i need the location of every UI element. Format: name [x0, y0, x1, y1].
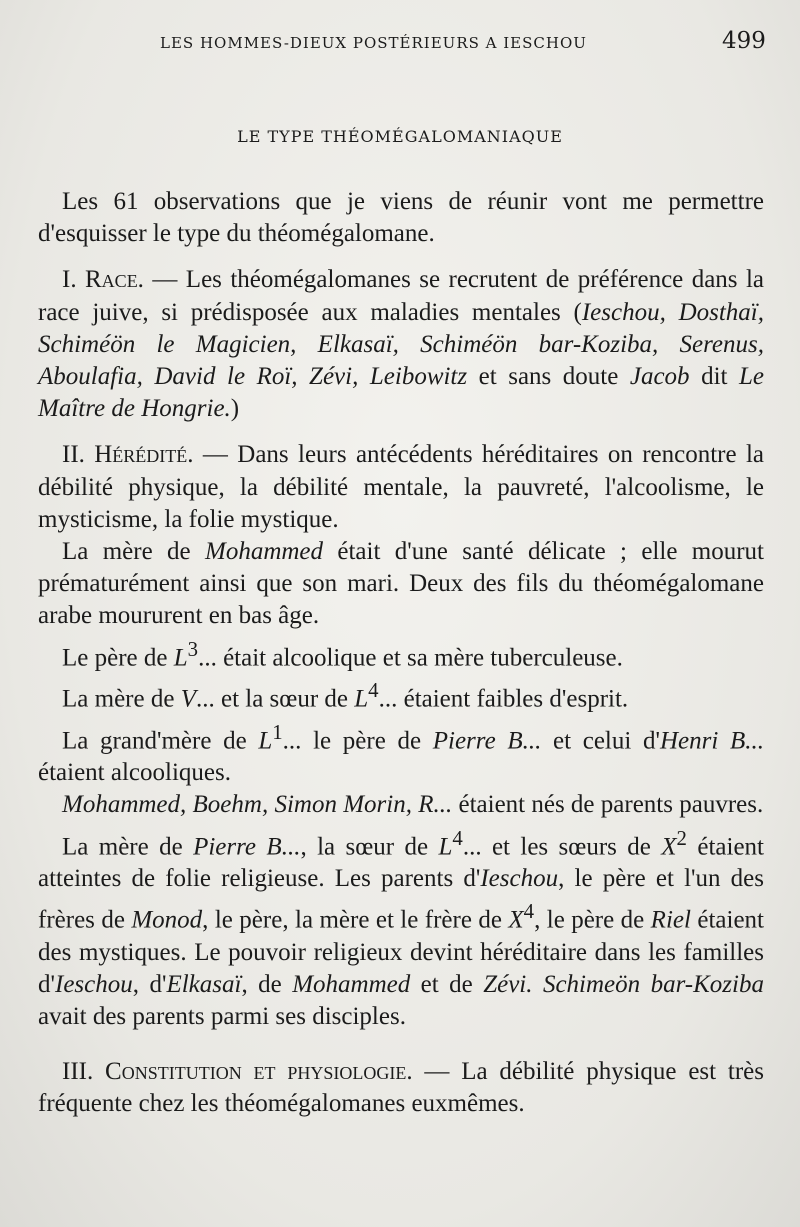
rel-l: L [438, 832, 453, 860]
rel-a: La mère de [62, 832, 194, 860]
gm-l: L [258, 727, 273, 755]
l3-paragraph [38, 633, 764, 675]
race-paragraph [38, 264, 764, 425]
v-text-b: ... et la sœur de [195, 685, 355, 713]
rel-g: , le père de [534, 906, 651, 934]
l3-name: L [173, 643, 188, 671]
l3-text-a: Le père de [62, 643, 174, 671]
gm-henri: Henri B... [659, 727, 764, 755]
religious-paragraph [38, 822, 764, 1034]
rel-sup3: 4 [523, 899, 535, 924]
rel-pierre: Pierre B... [193, 832, 301, 860]
running-head: LES HOMMES-DIEUX POSTÉRIEURS A IESCHOU [160, 34, 587, 52]
v-sup: 4 [368, 678, 379, 703]
rel-elkasai: Elkasaï [166, 971, 242, 999]
rel-mohammed: Mohammed [292, 971, 411, 999]
gm-paragraph [38, 716, 764, 790]
rel-j: , de [241, 971, 293, 999]
rel-sup: 4 [452, 825, 463, 850]
v-text-a: La mère de [62, 685, 181, 713]
l3-sup: 3 [187, 636, 199, 661]
race-text-2: et sans doute [467, 363, 630, 391]
rel-e: , le père et l'un des frères de [38, 865, 764, 934]
intro-paragraph: Les 61 observations que je viens de réunir vont me permettre d'esquisser le type du théomégalomane. [38, 188, 764, 248]
rel-x4: X [508, 906, 524, 934]
race-text-4: ) [230, 395, 240, 423]
v-paragraph [38, 674, 764, 716]
rel-k: et de [410, 971, 484, 999]
race-heading: I. Race. [62, 266, 144, 294]
constitution-heading: III. Constitution et physiologie. [62, 1057, 413, 1085]
mother-name: Mohammed [205, 538, 324, 566]
heredity-paragraph [38, 439, 764, 536]
race-jacob: Jacob [629, 363, 690, 391]
rel-zevi: Zévi. Schimeön bar-Koziba [483, 971, 764, 999]
race-text-3: dit [689, 363, 739, 391]
rel-f: , le père, la mère et le frère de [202, 906, 509, 934]
page-number: 499 [722, 28, 766, 54]
rel-d: étaient atteintes de folie religieuse. Les parents d' [38, 832, 764, 893]
l3-text-b: ... était alcoolique et sa mère tuberculeuse. [198, 643, 623, 671]
rel-riel: Riel [650, 906, 691, 934]
rel-b: , la sœur de [300, 832, 439, 860]
gm-text-c: et celui d' [541, 727, 660, 755]
v-name: V [180, 685, 196, 713]
body-text [38, 186, 764, 1120]
heredity-heading: II. Hérédité. [62, 441, 194, 469]
rel-ieschou: Ieschou [480, 865, 559, 893]
v-l-name: L [354, 685, 369, 713]
rel-l-text: avait des parents parmi ses disciples. [38, 1003, 406, 1031]
mother-paragraph [38, 536, 764, 633]
rel-x: X [661, 832, 677, 860]
section-title: LE TYPE THÉOMÉGALOMANIAQUE [237, 127, 563, 146]
rel-monod: Monod [131, 906, 203, 934]
gm-pierre: Pierre B... [432, 727, 542, 755]
gm-text-b: ... le père de [282, 727, 433, 755]
poor-names: Mohammed, Boehm, Simon Morin, R... [62, 791, 453, 819]
poor-text: étaient nés de parents pauvres. [452, 791, 764, 819]
constitution-paragraph [38, 1056, 764, 1120]
rel-h: étaient des mystiques. Le pouvoir religieux devint héréditaire dans les familles d' [38, 906, 764, 999]
rel-c: ... et les sœurs de [462, 832, 662, 860]
mother-text-a: La mère de [62, 538, 205, 566]
poor-paragraph [38, 789, 764, 821]
rel-i: , d' [132, 971, 167, 999]
heredity-text: — Dans leurs antécédents héréditaires on rencontre la débilité physique, la débilité mentale, la pauvreté, l'alcoolisme, le mysticisme, la folie mystique. [38, 441, 764, 533]
v-text-c: ... étaient faibles d'esprit. [378, 685, 629, 713]
race-text: — Les théomégalomanes se recrutent de préférence dans la race juive, si prédisposée aux maladies mentales ( [38, 266, 764, 326]
rel-ieschou2: Ieschou [55, 971, 133, 999]
mother-text-b: était d'une santé délicate ; elle mourut prématurément ainsi que son mari. Deux des fils du théomégalomane arabe moururent en bas âge. [38, 538, 764, 630]
race-maitre: Le Maître de Hongrie. [38, 363, 764, 423]
gm-text-a: La grand'mère de [62, 727, 259, 755]
gm-text-d: étaient alcooliques. [38, 759, 231, 787]
rel-sup2: 2 [676, 825, 687, 850]
race-names: Ieschou, Dosthaï, Schiméön le Magicien, Elkasaï, Schiméön bar-Koziba, Serenus, Aboulafia, David le Roï, Zévi, Leibowitz [38, 298, 765, 391]
gm-sup: 1 [272, 719, 283, 744]
constitution-text: — La débilité physique est très fréquente chez les théomégalomanes euxmêmes. [38, 1057, 765, 1117]
